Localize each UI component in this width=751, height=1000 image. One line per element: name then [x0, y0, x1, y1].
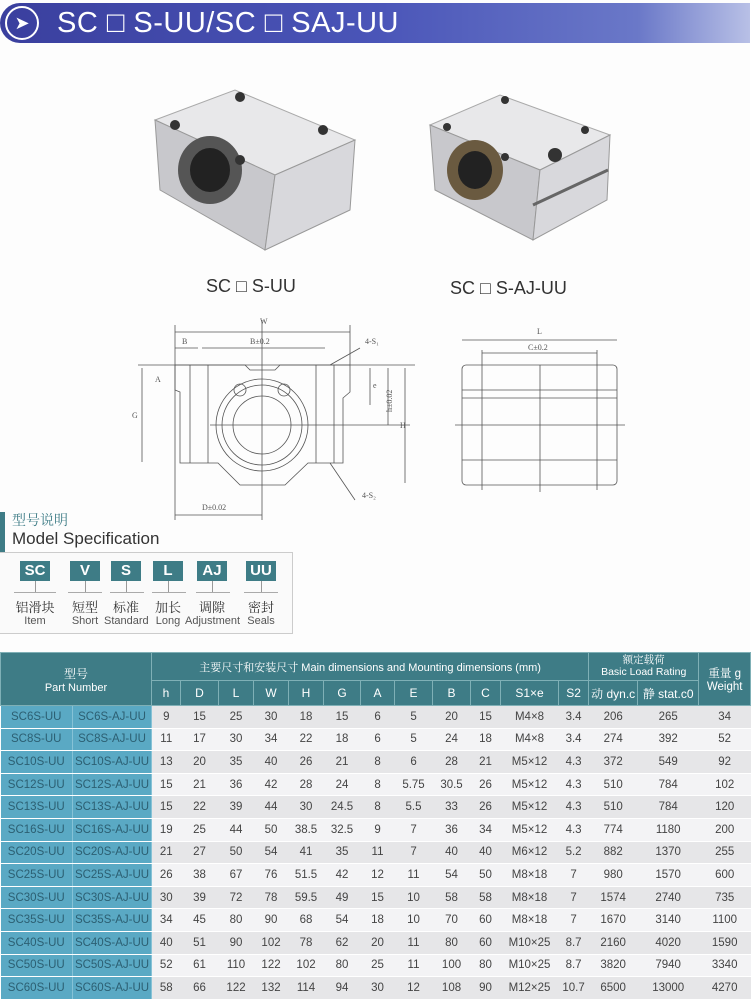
value-cell: 20	[433, 706, 471, 729]
value-cell: 51	[181, 931, 219, 954]
value-cell: 4020	[638, 931, 699, 954]
code-l-cn: 加长	[154, 600, 181, 615]
table-row	[1, 864, 751, 887]
value-cell: 30	[254, 706, 289, 729]
value-cell: 11	[395, 931, 433, 954]
value-cell: 27	[181, 841, 219, 864]
technical-drawing	[130, 317, 650, 520]
column-header: S2	[559, 681, 589, 706]
column-header: D	[181, 681, 219, 706]
value-cell: 62	[324, 931, 361, 954]
value-cell: 4.3	[559, 818, 589, 841]
part-number-cell: SC12S-UU	[1, 773, 73, 796]
value-cell: 22	[289, 728, 324, 751]
value-cell: 80	[433, 931, 471, 954]
table-row	[1, 796, 751, 819]
value-cell: 15	[361, 886, 395, 909]
value-cell: 68	[289, 909, 324, 932]
value-cell: 24	[324, 773, 361, 796]
code-aj-cn: 调隙	[198, 600, 225, 615]
value-cell: 94	[324, 977, 361, 1000]
value-cell: 4.3	[559, 796, 589, 819]
value-cell: 60	[471, 931, 501, 954]
part-number-cell: SC40S-UU	[1, 931, 73, 954]
value-cell: M5×12	[501, 818, 559, 841]
value-cell: 36	[219, 773, 254, 796]
value-cell: 5.5	[395, 796, 433, 819]
value-cell: 102	[254, 931, 289, 954]
dim-label-e: e	[373, 381, 377, 390]
code-sc-en: Item	[24, 615, 46, 627]
column-header: B	[433, 681, 471, 706]
value-cell: 30	[152, 886, 181, 909]
value-cell: 510	[589, 796, 638, 819]
value-cell: 18	[324, 728, 361, 751]
value-cell: 26	[152, 864, 181, 887]
value-cell: 274	[589, 728, 638, 751]
value-cell: 70	[433, 909, 471, 932]
part-number-cell: SC20S-UU	[1, 841, 73, 864]
value-cell: M8×18	[501, 909, 559, 932]
code-v-en: Short	[71, 615, 99, 627]
value-cell: 34	[152, 909, 181, 932]
value-cell: 7	[559, 864, 589, 887]
value-cell: 6500	[589, 977, 638, 1000]
value-cell: M12×25	[501, 977, 559, 1000]
value-cell: M4×8	[501, 728, 559, 751]
table-row	[1, 728, 751, 751]
value-cell: 4.3	[559, 773, 589, 796]
code-aj-en: Adjustment	[185, 615, 241, 627]
value-cell: 510	[589, 773, 638, 796]
value-cell: M10×25	[501, 954, 559, 977]
value-cell: 102	[289, 954, 324, 977]
value-cell: 12	[395, 977, 433, 1000]
value-cell: 25	[181, 818, 219, 841]
column-header: S1×e	[501, 681, 559, 706]
code-v-cn: 短型	[71, 600, 98, 615]
value-cell: 255	[699, 841, 751, 864]
part-number-cell: SC13S-UU	[1, 796, 73, 819]
column-header: H	[289, 681, 324, 706]
product-image-sc-s-aj-uu	[425, 85, 620, 245]
dim-label-h-total: H	[400, 421, 406, 430]
value-cell: 42	[324, 864, 361, 887]
value-cell: 34	[254, 728, 289, 751]
value-cell: 549	[638, 751, 699, 774]
value-cell: 8.7	[559, 954, 589, 977]
value-cell: 30	[219, 728, 254, 751]
value-cell: 25	[361, 954, 395, 977]
value-cell: 784	[638, 773, 699, 796]
value-cell: 108	[433, 977, 471, 1000]
table-row	[1, 931, 751, 954]
value-cell: 20	[361, 931, 395, 954]
value-cell: 110	[219, 954, 254, 977]
code-uu: UU	[246, 561, 276, 581]
value-cell: 38.5	[289, 818, 324, 841]
value-cell: 11	[361, 841, 395, 864]
value-cell: 7940	[638, 954, 699, 977]
part-number-cell: SC35S-AJ-UU	[73, 909, 152, 932]
model-spec-title-cn: 型号说明	[12, 512, 68, 528]
value-cell: 13000	[638, 977, 699, 1000]
dim-label-h: h±0.02	[385, 389, 394, 412]
specification-table	[0, 652, 751, 1000]
value-cell: 265	[638, 706, 699, 729]
table-row	[1, 773, 751, 796]
part-number-cell: SC6S-UU	[1, 706, 73, 729]
value-cell: 206	[589, 706, 638, 729]
code-uu-en: Seals	[247, 615, 275, 627]
column-header: A	[361, 681, 395, 706]
part-number-cell: SC16S-UU	[1, 818, 73, 841]
part-number-cell: SC16S-AJ-UU	[73, 818, 152, 841]
value-cell: 6	[395, 751, 433, 774]
value-cell: 61	[181, 954, 219, 977]
code-l-en: Long	[155, 615, 181, 627]
value-cell: 66	[181, 977, 219, 1000]
part-number-cell: SC35S-UU	[1, 909, 73, 932]
value-cell: 3140	[638, 909, 699, 932]
column-header: C	[471, 681, 501, 706]
value-cell: 15	[324, 706, 361, 729]
dim-label-d: D±0.02	[202, 503, 227, 512]
part-number-cell: SC12S-AJ-UU	[73, 773, 152, 796]
table-row	[1, 886, 751, 909]
value-cell: 600	[699, 864, 751, 887]
code-s: S	[111, 561, 141, 581]
value-cell: 4270	[699, 977, 751, 1000]
value-cell: 30.5	[433, 773, 471, 796]
value-cell: 18	[471, 728, 501, 751]
value-cell: 76	[254, 864, 289, 887]
code-l: L	[153, 561, 183, 581]
part-number-cell: SC13S-AJ-UU	[73, 796, 152, 819]
value-cell: 78	[289, 931, 324, 954]
value-cell: M5×12	[501, 796, 559, 819]
value-cell: 54	[324, 909, 361, 932]
value-cell: 3.4	[559, 728, 589, 751]
dim-label-c: C±0.2	[528, 343, 548, 352]
value-cell: 80	[219, 909, 254, 932]
value-cell: 120	[699, 796, 751, 819]
value-cell: 17	[181, 728, 219, 751]
value-cell: 15	[471, 706, 501, 729]
value-cell: 50	[471, 864, 501, 887]
value-cell: 34	[699, 706, 751, 729]
column-header: E	[395, 681, 433, 706]
value-cell: 38	[181, 864, 219, 887]
value-cell: 122	[254, 954, 289, 977]
value-cell: 11	[395, 864, 433, 887]
code-uu-cn: 密封	[247, 600, 274, 615]
value-cell: 13	[152, 751, 181, 774]
part-number-cell: SC40S-AJ-UU	[73, 931, 152, 954]
code-v: V	[70, 561, 100, 581]
value-cell: 33	[433, 796, 471, 819]
value-cell: 80	[471, 954, 501, 977]
value-cell: 735	[699, 886, 751, 909]
value-cell: 50	[254, 818, 289, 841]
value-cell: 60	[471, 909, 501, 932]
value-cell: 7	[559, 886, 589, 909]
value-cell: 34	[471, 818, 501, 841]
value-cell: 18	[289, 706, 324, 729]
header-main-dimensions: 主要尺寸和安装尺寸 Main dimensions and Mounting dimensions (mm)	[152, 653, 589, 681]
part-number-cell: SC60S-AJ-UU	[73, 977, 152, 1000]
value-cell: 50	[219, 841, 254, 864]
value-cell: 21	[152, 841, 181, 864]
value-cell: 78	[254, 886, 289, 909]
value-cell: 6	[361, 728, 395, 751]
value-cell: 102	[699, 773, 751, 796]
code-sc-cn: 铝滑块	[15, 600, 55, 615]
product-caption-sc-s-aj-uu: SC □ S-AJ-UU	[450, 278, 567, 298]
value-cell: 45	[181, 909, 219, 932]
value-cell: 59.5	[289, 886, 324, 909]
value-cell: 392	[638, 728, 699, 751]
value-cell: 28	[289, 773, 324, 796]
value-cell: 54	[254, 841, 289, 864]
value-cell: M5×12	[501, 751, 559, 774]
value-cell: 1574	[589, 886, 638, 909]
header-part-number: 型号 Part Number	[1, 653, 152, 706]
part-number-cell: SC8S-AJ-UU	[73, 728, 152, 751]
value-cell: M5×12	[501, 773, 559, 796]
value-cell: 3340	[699, 954, 751, 977]
value-cell: 3.4	[559, 706, 589, 729]
part-number-cell: SC30S-AJ-UU	[73, 886, 152, 909]
column-header: W	[254, 681, 289, 706]
value-cell: 36	[433, 818, 471, 841]
value-cell: 122	[219, 977, 254, 1000]
value-cell: 39	[181, 886, 219, 909]
value-cell: 20	[181, 751, 219, 774]
value-cell: 8.7	[559, 931, 589, 954]
value-cell: 92	[699, 751, 751, 774]
value-cell: 4.3	[559, 751, 589, 774]
value-cell: 24.5	[324, 796, 361, 819]
part-number-cell: SC10S-AJ-UU	[73, 751, 152, 774]
value-cell: 21	[471, 751, 501, 774]
arrow-right-circle-icon: ➤	[5, 6, 39, 40]
part-number-cell: SC30S-UU	[1, 886, 73, 909]
part-number-cell: SC8S-UU	[1, 728, 73, 751]
value-cell: 15	[181, 706, 219, 729]
value-cell: 26	[471, 773, 501, 796]
code-s-en: Standard	[104, 615, 149, 627]
value-cell: 19	[152, 818, 181, 841]
dim-label-w: W	[260, 317, 268, 326]
value-cell: 30	[361, 977, 395, 1000]
value-cell: 980	[589, 864, 638, 887]
value-cell: 15	[152, 796, 181, 819]
part-number-cell: SC25S-AJ-UU	[73, 864, 152, 887]
column-header: 动 dyn.c	[589, 681, 638, 706]
value-cell: 35	[324, 841, 361, 864]
part-number-cell: SC50S-AJ-UU	[73, 954, 152, 977]
value-cell: 42	[254, 773, 289, 796]
column-header: h	[152, 681, 181, 706]
part-number-cell: SC20S-AJ-UU	[73, 841, 152, 864]
value-cell: 774	[589, 818, 638, 841]
value-cell: 22	[181, 796, 219, 819]
value-cell: 72	[219, 886, 254, 909]
value-cell: M6×12	[501, 841, 559, 864]
value-cell: 18	[361, 909, 395, 932]
value-cell: 80	[324, 954, 361, 977]
value-cell: 5	[395, 728, 433, 751]
value-cell: 12	[361, 864, 395, 887]
value-cell: 40	[254, 751, 289, 774]
column-header: G	[324, 681, 361, 706]
column-header: 静 stat.c0	[638, 681, 699, 706]
value-cell: 8	[361, 796, 395, 819]
page-title: SC □ S-UU/SC □ SAJ-UU	[57, 6, 400, 39]
value-cell: 28	[433, 751, 471, 774]
value-cell: 52	[699, 728, 751, 751]
dim-label-l: L	[537, 327, 542, 336]
value-cell: 54	[433, 864, 471, 887]
value-cell: 1180	[638, 818, 699, 841]
value-cell: 90	[219, 931, 254, 954]
value-cell: 1570	[638, 864, 699, 887]
value-cell: 24	[433, 728, 471, 751]
product-caption-sc-s-uu: SC □ S-UU	[206, 276, 296, 296]
value-cell: 11	[152, 728, 181, 751]
value-cell: 30	[289, 796, 324, 819]
part-number-cell: SC50S-UU	[1, 954, 73, 977]
code-aj: AJ	[197, 561, 227, 581]
value-cell: M10×25	[501, 931, 559, 954]
value-cell: 9	[361, 818, 395, 841]
part-number-cell: SC10S-UU	[1, 751, 73, 774]
value-cell: 114	[289, 977, 324, 1000]
model-spec-legend	[0, 552, 293, 634]
value-cell: 40	[433, 841, 471, 864]
value-cell: 1100	[699, 909, 751, 932]
part-number-cell: SC6S-AJ-UU	[73, 706, 152, 729]
part-number-cell: SC60S-UU	[1, 977, 73, 1000]
value-cell: 32.5	[324, 818, 361, 841]
value-cell: 8	[361, 773, 395, 796]
heading-accent-bar	[0, 512, 5, 552]
value-cell: 25	[219, 706, 254, 729]
value-cell: 8	[361, 751, 395, 774]
table-row	[1, 977, 751, 1000]
value-cell: 882	[589, 841, 638, 864]
value-cell: 10	[395, 886, 433, 909]
value-cell: 41	[289, 841, 324, 864]
value-cell: 2740	[638, 886, 699, 909]
table-row	[1, 751, 751, 774]
value-cell: 5	[395, 706, 433, 729]
product-image-sc-s-uu	[145, 80, 365, 260]
value-cell: M8×18	[501, 886, 559, 909]
value-cell: 67	[219, 864, 254, 887]
value-cell: 2160	[589, 931, 638, 954]
value-cell: 58	[471, 886, 501, 909]
table-row	[1, 954, 751, 977]
value-cell: 10	[395, 909, 433, 932]
code-s-cn: 标准	[112, 600, 139, 615]
header-weight: 重量 g Weight	[699, 653, 751, 706]
value-cell: 10.7	[559, 977, 589, 1000]
value-cell: M8×18	[501, 864, 559, 887]
value-cell: 26	[289, 751, 324, 774]
value-cell: M4×8	[501, 706, 559, 729]
value-cell: 11	[395, 954, 433, 977]
dim-label-s1: 4-S₁	[365, 337, 379, 346]
value-cell: 58	[433, 886, 471, 909]
value-cell: 39	[219, 796, 254, 819]
table-row	[1, 818, 751, 841]
value-cell: 15	[152, 773, 181, 796]
value-cell: 90	[471, 977, 501, 1000]
value-cell: 5.75	[395, 773, 433, 796]
value-cell: 100	[433, 954, 471, 977]
value-cell: 52	[152, 954, 181, 977]
value-cell: 6	[361, 706, 395, 729]
value-cell: 44	[219, 818, 254, 841]
value-cell: 7	[395, 841, 433, 864]
table-row	[1, 841, 751, 864]
value-cell: 49	[324, 886, 361, 909]
value-cell: 7	[395, 818, 433, 841]
value-cell: 1590	[699, 931, 751, 954]
dim-label-g: G	[132, 411, 138, 420]
value-cell: 1370	[638, 841, 699, 864]
value-cell: 90	[254, 909, 289, 932]
dim-label-s2: 4-S₂	[362, 491, 376, 500]
value-cell: 7	[559, 909, 589, 932]
title-banner	[0, 3, 750, 43]
table-row	[1, 706, 751, 729]
dim-label-a: A	[155, 375, 161, 384]
header-load-rating: 额定载荷 Basic Load Rating	[589, 653, 699, 681]
value-cell: 200	[699, 818, 751, 841]
model-spec-title-en: Model Specification	[12, 529, 160, 548]
value-cell: 784	[638, 796, 699, 819]
value-cell: 132	[254, 977, 289, 1000]
dim-label-b-tol: B±0.2	[250, 337, 270, 346]
value-cell: 40	[152, 931, 181, 954]
value-cell: 21	[324, 751, 361, 774]
value-cell: 9	[152, 706, 181, 729]
value-cell: 35	[219, 751, 254, 774]
value-cell: 26	[471, 796, 501, 819]
value-cell: 40	[471, 841, 501, 864]
value-cell: 21	[181, 773, 219, 796]
part-number-cell: SC25S-UU	[1, 864, 73, 887]
table-row	[1, 909, 751, 932]
code-sc: SC	[20, 561, 50, 581]
column-header: L	[219, 681, 254, 706]
value-cell: 58	[152, 977, 181, 1000]
value-cell: 1670	[589, 909, 638, 932]
value-cell: 372	[589, 751, 638, 774]
dim-label-b: B	[182, 337, 188, 346]
value-cell: 51.5	[289, 864, 324, 887]
value-cell: 44	[254, 796, 289, 819]
value-cell: 5.2	[559, 841, 589, 864]
value-cell: 3820	[589, 954, 638, 977]
